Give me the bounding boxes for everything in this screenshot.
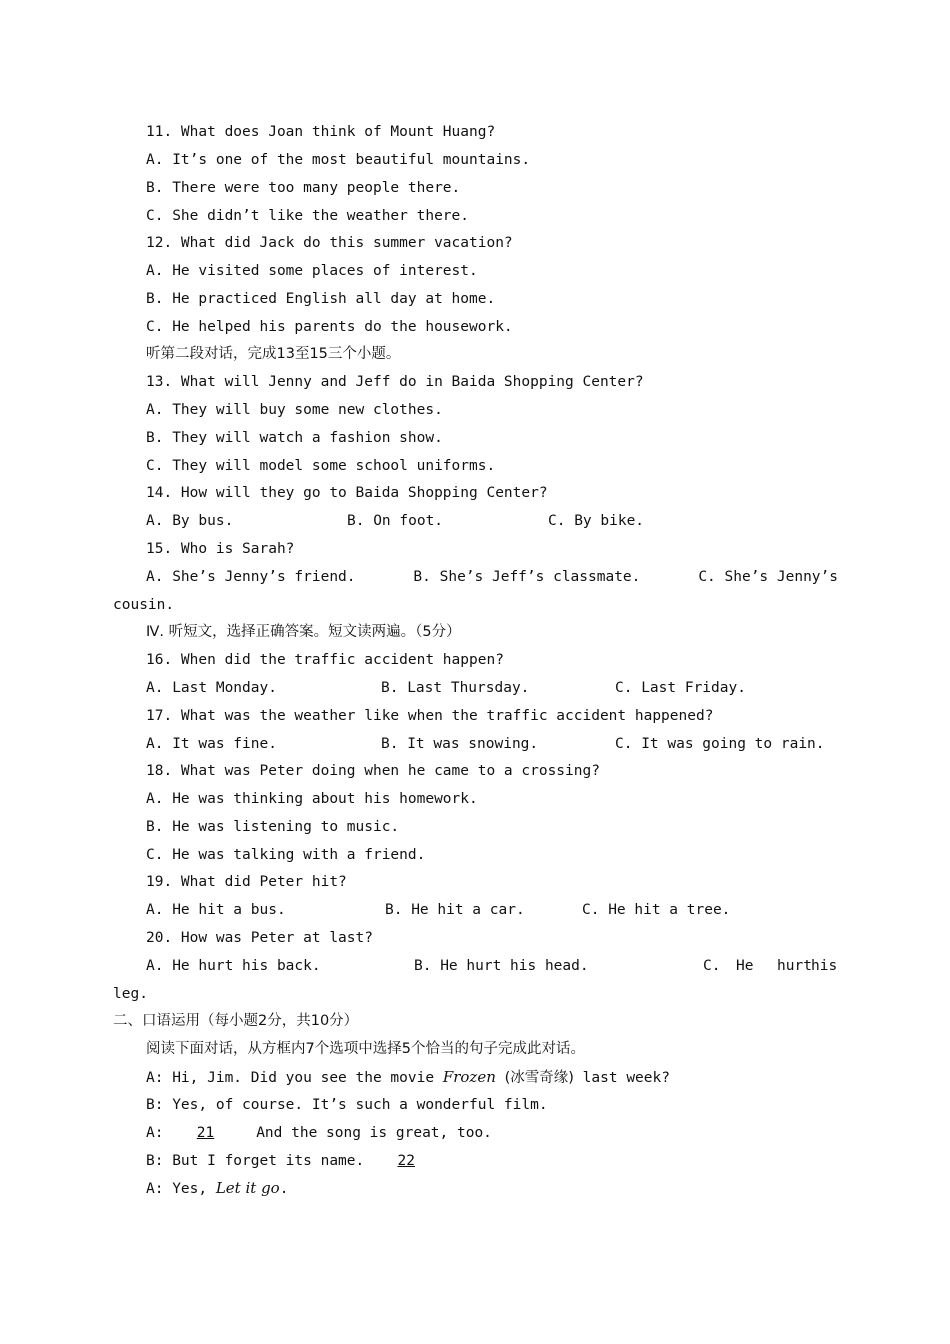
question-16-option-a: A. Last Monday. [146,680,277,696]
question-13-option-c: C. They will model some school uniforms. [146,458,496,474]
question-19-stem: 19. What did Peter hit? [146,874,347,890]
song-title: Let it go [215,1179,280,1197]
question-16-options [146,678,838,698]
question-11-option-c: C. She didn’t like the weather there. [146,208,470,224]
question-14-option-a: A. By bus. [146,513,234,529]
dialogue-line-5-start: A: Yes, [146,1181,216,1197]
question-17-options [146,734,838,754]
section-2-heading: 二、口语运用（每小题2分，共10分） [113,1013,359,1029]
dialogue-line-3-speaker: A: [146,1125,164,1141]
dialogue-line-4 [146,1151,448,1171]
question-17-option-b: B. It was snowing. [381,736,539,752]
section-2-instruction: 阅读下面对话，从方框内7个选项中选择5个恰当的句子完成此对话。 [146,1041,585,1057]
dialogue-line-5 [146,1178,288,1199]
answer-blank-22[interactable]: 22 [397,1153,415,1169]
question-14-options [146,511,838,531]
question-17-option-a: A. It was fine. [146,736,277,752]
question-13-option-b: B. They will watch a fashion show. [146,430,443,446]
question-15-options [146,567,838,587]
dialogue-line-1-start: A: Hi, Jim. Did you see the movie [146,1070,443,1086]
question-17-stem: 17. What was the weather like when the traffic accident happened? [146,708,714,724]
question-20-option-b: B. He hurt his head. [414,958,589,974]
question-19-option-c: C. He hit a tree. [582,902,731,918]
question-18-stem: 18. What was Peter doing when he came to a crossing? [146,763,600,779]
question-15-stem: 15. Who is Sarah? [146,541,295,557]
question-20-option-c-label: C. [703,958,721,974]
dialogue-line-1 [146,1067,670,1088]
question-14-stem: 14. How will they go to Baida Shopping Center? [146,485,548,501]
question-18-option-c: C. He was talking with a friend. [146,847,426,863]
question-19-option-b: B. He hit a car. [385,902,525,918]
question-14-option-c: C. By bike. [548,513,645,529]
answer-blank-21[interactable]: 21 [196,1125,215,1141]
question-17-option-c: C. It was going to rain. [615,736,825,752]
question-20-option-a: A. He hurt his back. [146,958,321,974]
question-11-stem: 11. What does Joan think of Mount Huang? [146,124,496,140]
movie-chinese-title: (冰雪奇缘) [504,1070,574,1086]
question-12-stem: 12. What did Jack do this summer vacation? [146,235,513,251]
question-15-option-b: B. She’s Jeff’s classmate. [413,569,641,585]
dialogue-line-1-end: last week? [573,1070,670,1086]
question-16-stem: 16. When did the traffic accident happen? [146,652,504,668]
question-20-options [146,956,838,976]
dialogue-line-4-text: B: But I forget its name. [146,1153,365,1169]
section-4-heading: Ⅳ. 听短文，选择正确答案。短文读两遍。（5分） [146,624,461,640]
question-20-stem: 20. How was Peter at last? [146,930,373,946]
question-11-option-b: B. There were too many people there. [146,180,461,196]
question-12-option-a: A. He visited some places of interest. [146,263,478,279]
question-11-option-a: A. It’s one of the most beautiful mountains. [146,152,531,168]
question-13-option-a: A. They will buy some new clothes. [146,402,443,418]
question-19-options [146,900,838,920]
question-16-option-c: C. Last Friday. [615,680,746,696]
dialogue-line-3 [146,1123,492,1143]
question-19-option-a: A. He hit a bus. [146,902,286,918]
question-20-option-c-word-1: He [736,958,754,974]
question-20-option-c-word-2: hurt [777,958,812,974]
question-15-option-a: A. She’s Jenny’s friend. [146,569,356,585]
question-18-option-b: B. He was listening to music. [146,819,400,835]
question-16-option-b: B. Last Thursday. [381,680,530,696]
question-15-option-c: C. She’s Jenny’s [698,569,838,585]
dialogue-line-5-end: . [279,1181,289,1197]
dialogue-2-instruction: 听第二段对话，完成13至15三个小题。 [146,346,401,362]
question-20-option-c-continued: leg. [113,986,148,1002]
question-12-option-b: B. He practiced English all day at home. [146,291,496,307]
question-14-option-b: B. On foot. [347,513,444,529]
question-13-stem: 13. What will Jenny and Jeff do in Baida Shopping Center? [146,374,644,390]
question-18-option-a: A. He was thinking about his homework. [146,791,478,807]
movie-title: Frozen [442,1068,496,1086]
question-12-option-c: C. He helped his parents do the housework. [146,319,513,335]
dialogue-line-2: B: Yes, of course. It’s such a wonderful film. [146,1097,548,1113]
question-20-option-c-word-3: his [811,958,838,974]
dialogue-line-3-text: And the song is great, too. [247,1125,492,1141]
question-15-option-c-continued: cousin. [113,597,175,613]
